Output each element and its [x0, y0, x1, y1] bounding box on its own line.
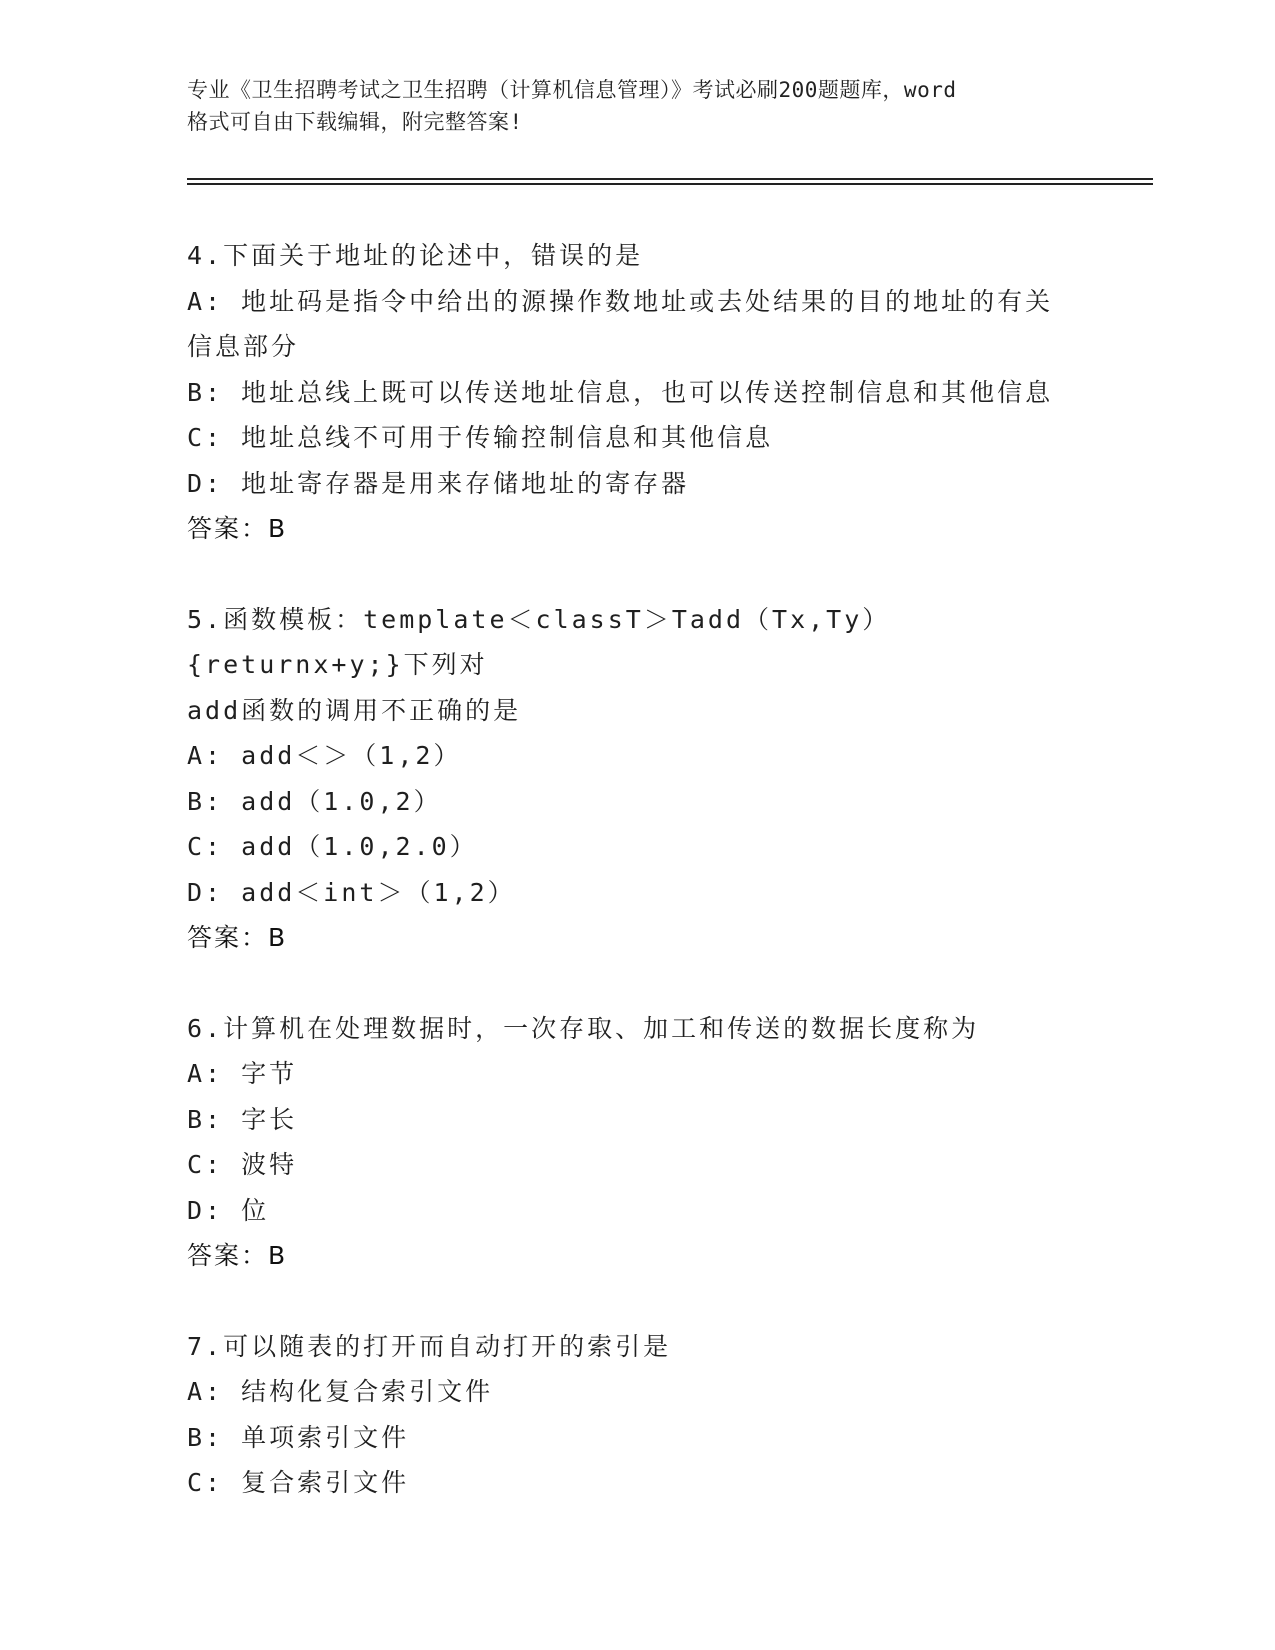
document-header [187, 74, 1087, 138]
question-5-answer: 答案：B [187, 923, 288, 952]
question-7-option-c: C: 复合索引文件 [187, 1468, 410, 1497]
question-6-option-b: B: 字长 [187, 1104, 298, 1134]
header-line-1: 专业《卫生招聘考试之卫生招聘（计算机信息管理）》考试必刷200题题库，word [187, 78, 957, 102]
question-6-option-d: D: 位 [187, 1195, 270, 1225]
question-5-option-a: A: add＜＞（1,2） [187, 741, 462, 770]
question-4 [187, 233, 1087, 552]
question-5-option-d: D: add＜int＞（1,2） [187, 877, 516, 907]
question-4-option-d: D: 地址寄存器是用来存储地址的寄存器 [187, 468, 690, 498]
question-4-option-a: A: 地址码是指令中给出的源操作数地址或去处结果的目的地址的有关 [187, 286, 1054, 316]
question-6-option-c: C: 波特 [187, 1150, 298, 1179]
question-7 [187, 1324, 1087, 1506]
question-6-stem: 6.计算机在处理数据时，一次存取、加工和传送的数据长度称为 [187, 1013, 980, 1043]
question-6-answer: 答案：B [187, 1241, 288, 1270]
question-5-stem-cont: add函数的调用不正确的是 [187, 695, 522, 725]
question-5-stem: 5.函数模板：template＜classT＞Tadd（Tx,Ty）{returnx+y;}下列对 [187, 604, 891, 679]
question-4-option-c: C: 地址总线不可用于传输控制信息和其他信息 [187, 423, 774, 452]
question-7-stem: 7.可以随表的打开而自动打开的索引是 [187, 1331, 672, 1361]
header-line-2: 格式可自由下载编辑，附完整答案! [187, 110, 523, 134]
question-6-option-a: A: 字节 [187, 1059, 298, 1088]
question-4-option-b: B: 地址总线上既可以传送地址信息，也可以传送控制信息和其他信息 [187, 377, 1054, 407]
question-5 [187, 597, 1087, 961]
question-4-option-a-cont: 信息部分 [187, 332, 300, 361]
question-5-option-c: C: add（1.0,2.0） [187, 832, 478, 861]
question-7-option-b: B: 单项索引文件 [187, 1422, 410, 1452]
question-4-answer: 答案：B [187, 514, 288, 543]
question-6 [187, 1006, 1087, 1279]
question-5-option-b: B: add（1.0,2） [187, 786, 442, 816]
header-divider-bottom [187, 183, 1153, 185]
question-4-stem: 4.下面关于地址的论述中，错误的是 [187, 241, 644, 270]
question-7-option-a: A: 结构化复合索引文件 [187, 1377, 494, 1406]
question-list [187, 233, 1087, 1551]
header-divider-top [187, 178, 1153, 180]
